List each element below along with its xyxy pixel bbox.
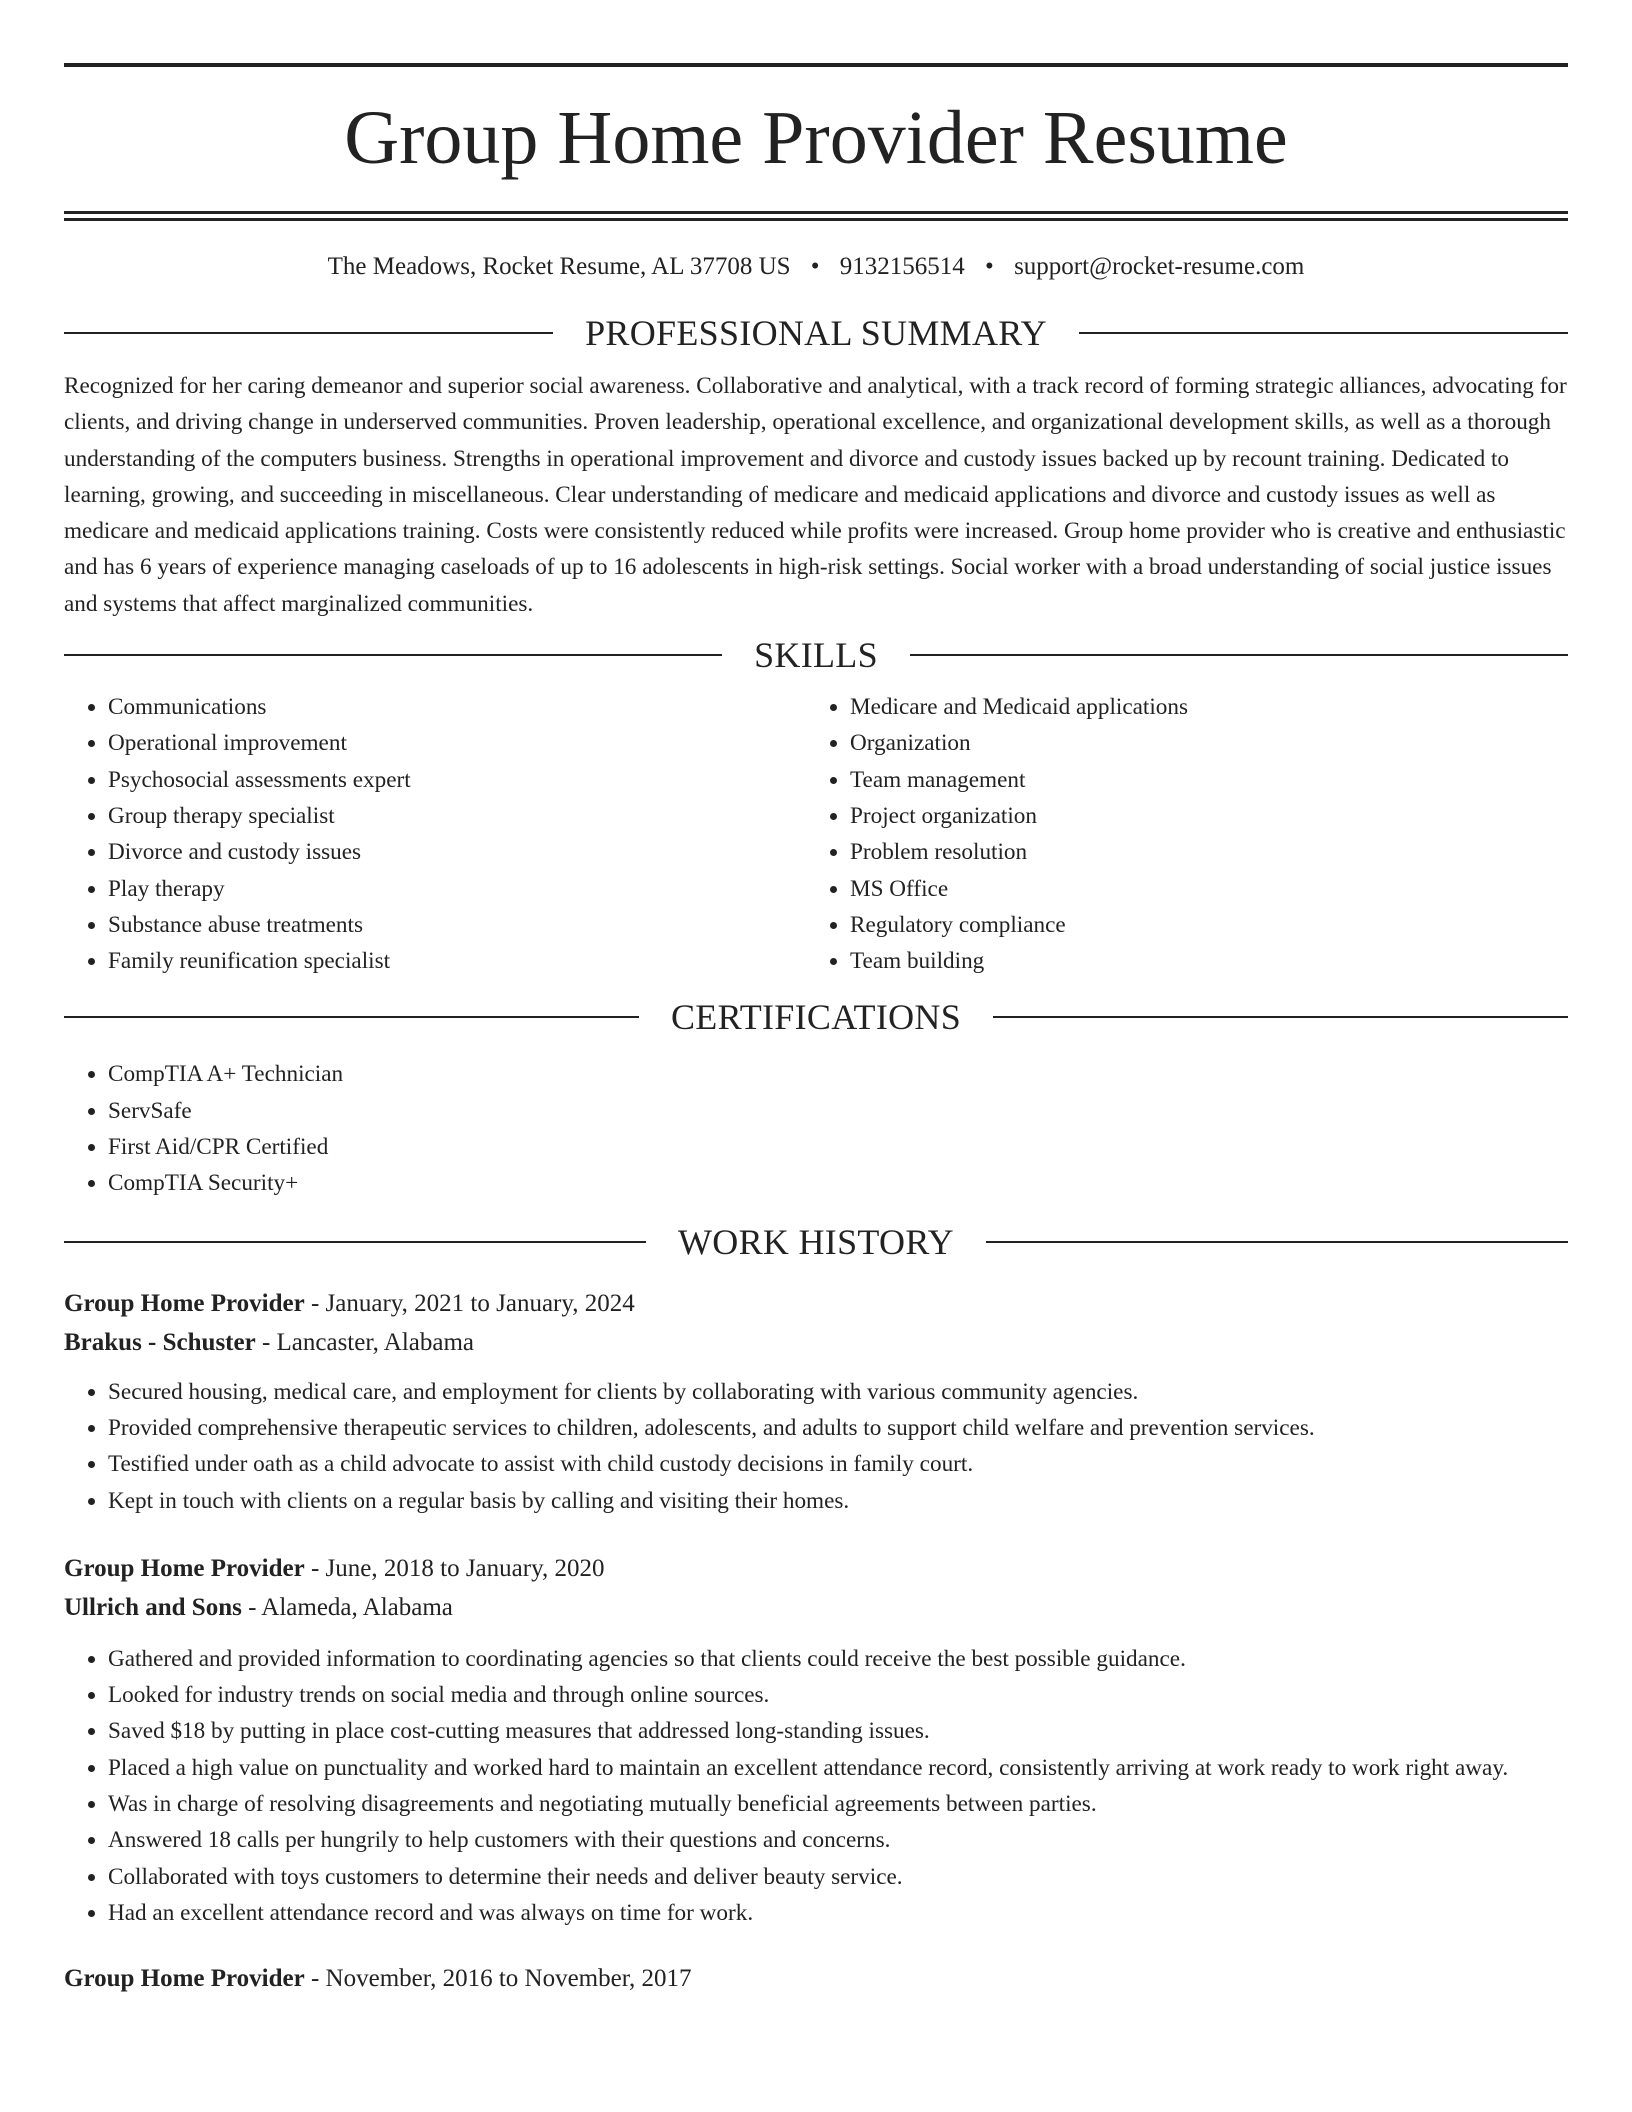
contact-email[interactable]: support@rocket-resume.com — [1014, 253, 1305, 280]
job-title: Group Home Provider — [64, 1289, 305, 1317]
heading-rule-right — [910, 654, 1568, 656]
job-entry — [64, 1284, 1568, 1519]
summary-heading — [64, 311, 1568, 355]
heading-rule-right — [986, 1241, 1568, 1243]
contact-address: The Meadows, Rocket Resume, AL 37708 US — [327, 253, 791, 280]
skill-item: • Operational improvement — [108, 725, 806, 761]
skills-list-left — [64, 689, 806, 979]
heading-rule-left — [64, 654, 722, 656]
skill-item: • MS Office — [850, 871, 1548, 907]
job-title-line — [64, 1284, 1568, 1323]
job-duty: • Looked for industry trends on social media and through online sources. — [108, 1677, 1568, 1713]
job-duty: • Was in charge of resolving disagreements and negotiating mutually beneficial agreements between parties. — [108, 1786, 1568, 1822]
certifications-list — [64, 1056, 1568, 1201]
job-location: - Alameda, Alabama — [241, 1593, 453, 1621]
skill-item: • Play therapy — [108, 871, 806, 907]
top-rule — [64, 63, 1568, 67]
job-entry — [64, 1549, 1568, 1931]
skill-item: • Psychosocial assessments expert — [108, 762, 806, 798]
job-company-line — [64, 1588, 1568, 1627]
job-duty: • Had an excellent attendance record and was always on time for work. — [108, 1895, 1568, 1931]
work-history-heading — [64, 1220, 1568, 1264]
resume-title: Group Home Provider Resume — [344, 96, 1288, 180]
contact-line — [64, 250, 1568, 284]
job-location: - Lancaster, Alabama — [255, 1328, 475, 1356]
skill-item: • Regulatory compliance — [850, 907, 1548, 943]
skills-heading-label: SKILLS — [754, 635, 878, 676]
job-duty: • Collaborated with toys customers to determine their needs and deliver beauty service. — [108, 1859, 1568, 1895]
job-entry — [64, 1959, 1568, 1998]
resume-page — [64, 0, 1568, 1998]
skill-item: • Substance abuse treatments — [108, 907, 806, 943]
skill-item: • Family reunification specialist — [108, 943, 806, 979]
skills-grid — [64, 689, 1568, 979]
heading-rule-right — [993, 1016, 1568, 1018]
job-title: Group Home Provider — [64, 1554, 305, 1582]
certification-item: • First Aid/CPR Certified — [108, 1129, 1568, 1165]
heading-rule-left — [64, 1016, 639, 1018]
skill-item: • Medicare and Medicaid applications — [850, 689, 1548, 725]
skill-item: • Communications — [108, 689, 806, 725]
job-title: Group Home Provider — [64, 1965, 305, 1993]
job-duty: • Secured housing, medical care, and employment for clients by collaborating with various community agencies. — [108, 1374, 1568, 1410]
job-dates: - June, 2018 to January, 2020 — [304, 1554, 605, 1582]
job-title-line — [64, 1959, 1568, 1998]
job-company: Brakus - Schuster — [64, 1328, 256, 1356]
skill-item: • Team building — [850, 943, 1548, 979]
certifications-heading — [64, 995, 1568, 1039]
certification-item: • CompTIA Security+ — [108, 1165, 1568, 1201]
job-duty: • Provided comprehensive therapeutic services to children, adolescents, and adults to support child welfare and prevention services. — [108, 1410, 1568, 1446]
skill-item: • Organization — [850, 725, 1548, 761]
skills-heading — [64, 633, 1568, 677]
heading-rule-right — [1079, 332, 1568, 334]
certification-item: • ServSafe — [108, 1093, 1568, 1129]
certifications-heading-label: CERTIFICATIONS — [670, 997, 962, 1038]
job-company-line — [64, 1323, 1568, 1362]
job-dates: - January, 2021 to January, 2024 — [304, 1289, 635, 1317]
heading-rule-left — [64, 1241, 646, 1243]
skill-item: • Problem resolution — [850, 834, 1548, 870]
contact-separator: • — [985, 253, 994, 280]
skills-column-left — [64, 689, 806, 979]
summary-heading-label: PROFESSIONAL SUMMARY — [585, 313, 1047, 353]
job-duty: • Testified under oath as a child advocate to assist with child custody decisions in family court. — [108, 1446, 1568, 1482]
skill-item: • Divorce and custody issues — [108, 834, 806, 870]
job-duty: • Placed a high value on punctuality and worked hard to maintain an excellent attendance record, consistently arriving at work ready to work right away. — [108, 1750, 1568, 1786]
job-title-line — [64, 1549, 1568, 1588]
certification-item: • CompTIA A+ Technician — [108, 1056, 1568, 1092]
contact-separator: • — [810, 253, 820, 280]
summary-text: Recognized for her caring demeanor and superior social awareness. Collaborative and analytical, with a track record of forming strategic alliances, advocating for clients, and driving change in underserved communities. Proven leadership, operational excellence, and organizational development skills, as well as a thorough understanding of the computers business. Strengths in operational improvement and divorce and custody issues backed up by recount training. Dedicated to learning, growing, and succeeding in miscellaneous. Clear understanding of medicare and medicaid applications and divorce and custody issues as well as medicare and medicaid applications training. Costs were consistently reduced while profits were increased. Group home provider who is creative and enthusiastic and has 6 years of experience managing caseloads of up to 16 adolescents in high-risk settings. Social worker with a broad understanding of social justice issues and systems that affect marginalized communities. — [64, 373, 1567, 617]
job-company: Ullrich and Sons — [64, 1593, 242, 1621]
job-duties-list — [64, 1374, 1568, 1519]
job-dates: - November, 2016 to November, 2017 — [304, 1965, 692, 1993]
work-history-heading-label: WORK HISTORY — [678, 1221, 954, 1262]
job-duty: • Answered 18 calls per hungrily to help customers with their questions and concerns. — [108, 1822, 1568, 1858]
skill-item: • Project organization — [850, 798, 1548, 834]
contact-phone: 9132156514 — [839, 253, 965, 280]
title-double-rule — [64, 211, 1568, 221]
job-duty: • Kept in touch with clients on a regular basis by calling and visiting their homes. — [108, 1483, 1568, 1519]
skills-column-right — [806, 689, 1548, 979]
job-duties-list — [64, 1641, 1568, 1931]
heading-rule-left — [64, 332, 553, 334]
job-duty: • Saved $18 by putting in place cost-cutting measures that addressed long-standing issues. — [108, 1713, 1568, 1749]
skill-item: • Team management — [850, 762, 1548, 798]
skill-item: • Group therapy specialist — [108, 798, 806, 834]
skills-list-right — [806, 689, 1548, 979]
job-duty: • Gathered and provided information to coordinating agencies so that clients could receive the best possible guidance. — [108, 1641, 1568, 1677]
